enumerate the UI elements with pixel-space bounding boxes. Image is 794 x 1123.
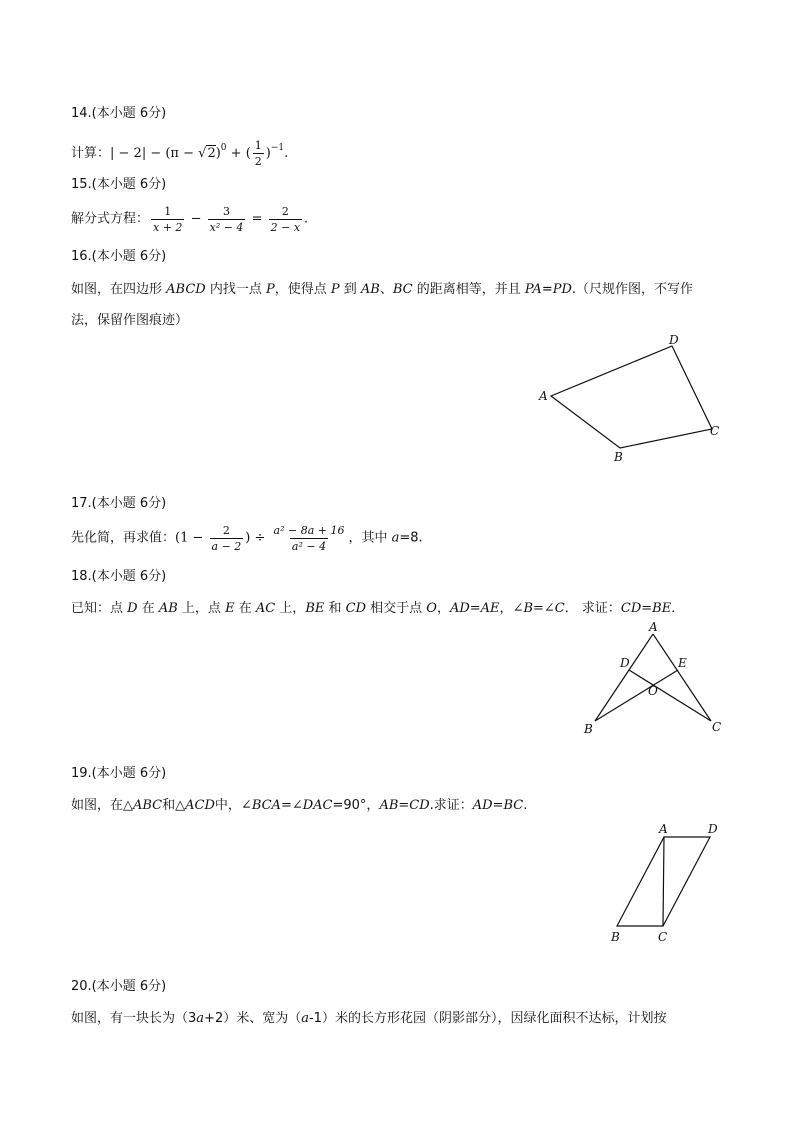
q20-t-b: a: [196, 1011, 205, 1026]
segment-ab: [595, 634, 653, 721]
q19-t-j: AD=BC: [472, 798, 524, 813]
q16-t-o: .（尺规作图，不写作: [571, 282, 694, 297]
q17-tail-c: =8.: [399, 530, 423, 546]
q14-sqrt-arg: 2: [207, 146, 216, 161]
q15-f3-num: 2: [281, 205, 289, 218]
q14-lead: 计算：: [71, 146, 111, 161]
q17-f1-num: 2: [222, 524, 230, 537]
q16-t-i: 、: [379, 282, 393, 297]
label-b: B: [611, 930, 620, 944]
q14-expr-b: ): [215, 146, 221, 161]
q14-heading: 14.(本小题 6分): [71, 106, 167, 121]
q18-t-e: 上，点: [177, 601, 226, 616]
q17-frac-2: [272, 524, 347, 553]
q15-frac-2: [208, 205, 246, 234]
q15-frac-3: [269, 205, 302, 234]
q20-t-d: a: [301, 1011, 309, 1026]
q16-t-e: ，使得点: [274, 282, 331, 297]
q18-t-k: 和: [324, 601, 346, 616]
q19-heading: 19.(本小题 6分): [71, 766, 167, 781]
q14-expression: [71, 139, 288, 168]
q18-t-q: ，: [499, 601, 513, 616]
q18-t-u: ．: [671, 601, 685, 616]
q15-f1-num: 1: [164, 205, 172, 218]
q16-t-g: 到: [339, 282, 361, 297]
q17-tail-a: ，其中: [348, 530, 392, 546]
q15-frac-1: [151, 205, 184, 234]
label-e: E: [678, 656, 687, 670]
q16-heading: 16.(本小题 6分): [71, 249, 167, 264]
q14-frac-num: 1: [254, 139, 262, 152]
q18-heading: 18.(本小题 6分): [71, 569, 167, 584]
q15-end: .: [304, 211, 309, 227]
segment-ac: [663, 837, 664, 926]
label-c: C: [710, 424, 720, 438]
q18-t-s: ． 求证：: [564, 601, 621, 616]
label-o: O: [648, 684, 658, 698]
q15-heading: 15.(本小题 6分): [71, 177, 167, 192]
label-a: A: [659, 822, 668, 836]
segment-be: [595, 670, 678, 721]
label-c: C: [658, 930, 668, 944]
q17-tail-b: a: [391, 530, 400, 546]
q14-exp-neg1: −1: [270, 143, 285, 153]
label-a: A: [649, 620, 658, 634]
q17-p-close: ) ÷: [245, 530, 270, 546]
q19-t-a: 如图，在△: [71, 798, 133, 813]
q18-t-m: 相交于点: [366, 601, 427, 616]
q20-text: [71, 1011, 666, 1027]
q19-t-h: AB=CD: [379, 798, 430, 813]
q18-t-l: CD: [345, 601, 366, 616]
q18-t-d: AB: [158, 601, 178, 616]
q16-text-line2: 法，保留作图痕迹）: [71, 313, 189, 328]
q14-expr-a: | − 2| − (π −: [110, 146, 199, 161]
q20-t-c: +2）米、宽为（: [204, 1011, 302, 1026]
q18-t-o: ，: [436, 601, 450, 616]
q18-t-f: E: [225, 601, 235, 616]
q19-t-c: 和△: [162, 798, 186, 813]
q16-t-h: AB: [360, 282, 380, 297]
q19-t-k: .: [523, 798, 528, 813]
label-d: D: [669, 333, 679, 347]
q15-f2-den: x² − 4: [209, 221, 244, 234]
q18-t-a: 已知：点: [71, 601, 128, 616]
q19-t-d: ACD: [185, 798, 215, 813]
label-d: D: [708, 822, 718, 836]
q15-eq: =: [247, 211, 267, 227]
q14-half-fraction: [253, 139, 264, 168]
q16-quadrilateral-figure: [530, 330, 730, 465]
q17-expression: [71, 524, 423, 553]
q18-t-c: 在: [137, 601, 159, 616]
label-b: B: [584, 722, 593, 736]
sqrt-sign: √: [198, 146, 207, 161]
q18-t-p: AD=AE: [449, 601, 500, 616]
q19-parallelogram-figure: [604, 818, 728, 948]
q15-lead: 解分式方程：: [71, 211, 150, 227]
q19-t-b: ABC: [133, 798, 163, 813]
q18-text: [71, 601, 684, 617]
q16-t-f: P: [330, 282, 340, 297]
q17-lead: 先化简，再求值：: [71, 530, 176, 546]
q18-t-g: 在: [234, 601, 256, 616]
q18-t-t: CD=BE: [620, 601, 672, 616]
q17-f1-den: a − 2: [211, 540, 242, 553]
q20-heading: 20.(本小题 6分): [71, 979, 167, 994]
q14-expr-d: ): [265, 146, 271, 161]
q18-triangle-figure: [578, 618, 728, 740]
q15-minus: −: [186, 211, 206, 227]
q17-heading: 17.(本小题 6分): [71, 496, 167, 511]
q19-t-f: ∠BCA=∠DAC: [240, 798, 333, 813]
q18-t-i: 上，: [275, 601, 306, 616]
q20-t-e: -1）米的长方形花园（阴影部分），因绿化面积不达标，计划按: [308, 1011, 667, 1026]
segment-ac: [653, 634, 711, 721]
segment-cd: [629, 670, 711, 721]
q17-frac-1: [210, 524, 244, 553]
quadrilateral-abcd: [551, 346, 712, 448]
q17-p-open: (1 −: [175, 530, 208, 546]
q19-t-e: 中，: [214, 798, 241, 813]
q16-text-line1: [71, 282, 693, 298]
label-d: D: [620, 656, 630, 670]
q15-f3-den: 2 − x: [270, 221, 301, 234]
q16-t-n: PD: [552, 282, 572, 297]
q17-f2-den: a² − 4: [291, 540, 327, 553]
q16-t-m: =: [541, 282, 553, 297]
q19-t-i: .求证：: [429, 798, 473, 813]
q14-expr-c: + (: [226, 146, 251, 161]
q19-t-g: =90°，: [332, 798, 380, 813]
q15-equation: [71, 205, 308, 234]
q14-frac-den: 2: [254, 155, 262, 168]
q16-t-d: P: [265, 282, 275, 297]
q16-t-k: 的距离相等，并且: [412, 282, 525, 297]
q14-end: .: [284, 146, 289, 161]
q15-f1-den: x + 2: [153, 221, 183, 234]
q16-t-b: ABCD: [166, 282, 206, 297]
q16-t-c: 内找一点: [205, 282, 266, 297]
q16-t-a: 如图，在四边形: [71, 282, 167, 297]
label-b: B: [614, 450, 623, 464]
q18-t-j: BE: [305, 601, 325, 616]
q16-t-l: PA: [524, 282, 542, 297]
q16-t-j: BC: [392, 282, 413, 297]
label-c: C: [712, 720, 722, 734]
q18-t-r: ∠B=∠C: [512, 601, 565, 616]
q17-f2-num: a² − 8a + 16: [273, 524, 345, 537]
q15-f2-num: 3: [223, 205, 231, 218]
q19-text: [71, 798, 527, 814]
q18-t-b: D: [127, 601, 138, 616]
label-a: A: [539, 389, 548, 403]
q20-t-a: 如图，有一块长为（3: [71, 1011, 197, 1026]
q18-t-n: O: [426, 601, 437, 616]
q18-t-h: AC: [255, 601, 276, 616]
q14-exp0: 0: [220, 143, 227, 153]
